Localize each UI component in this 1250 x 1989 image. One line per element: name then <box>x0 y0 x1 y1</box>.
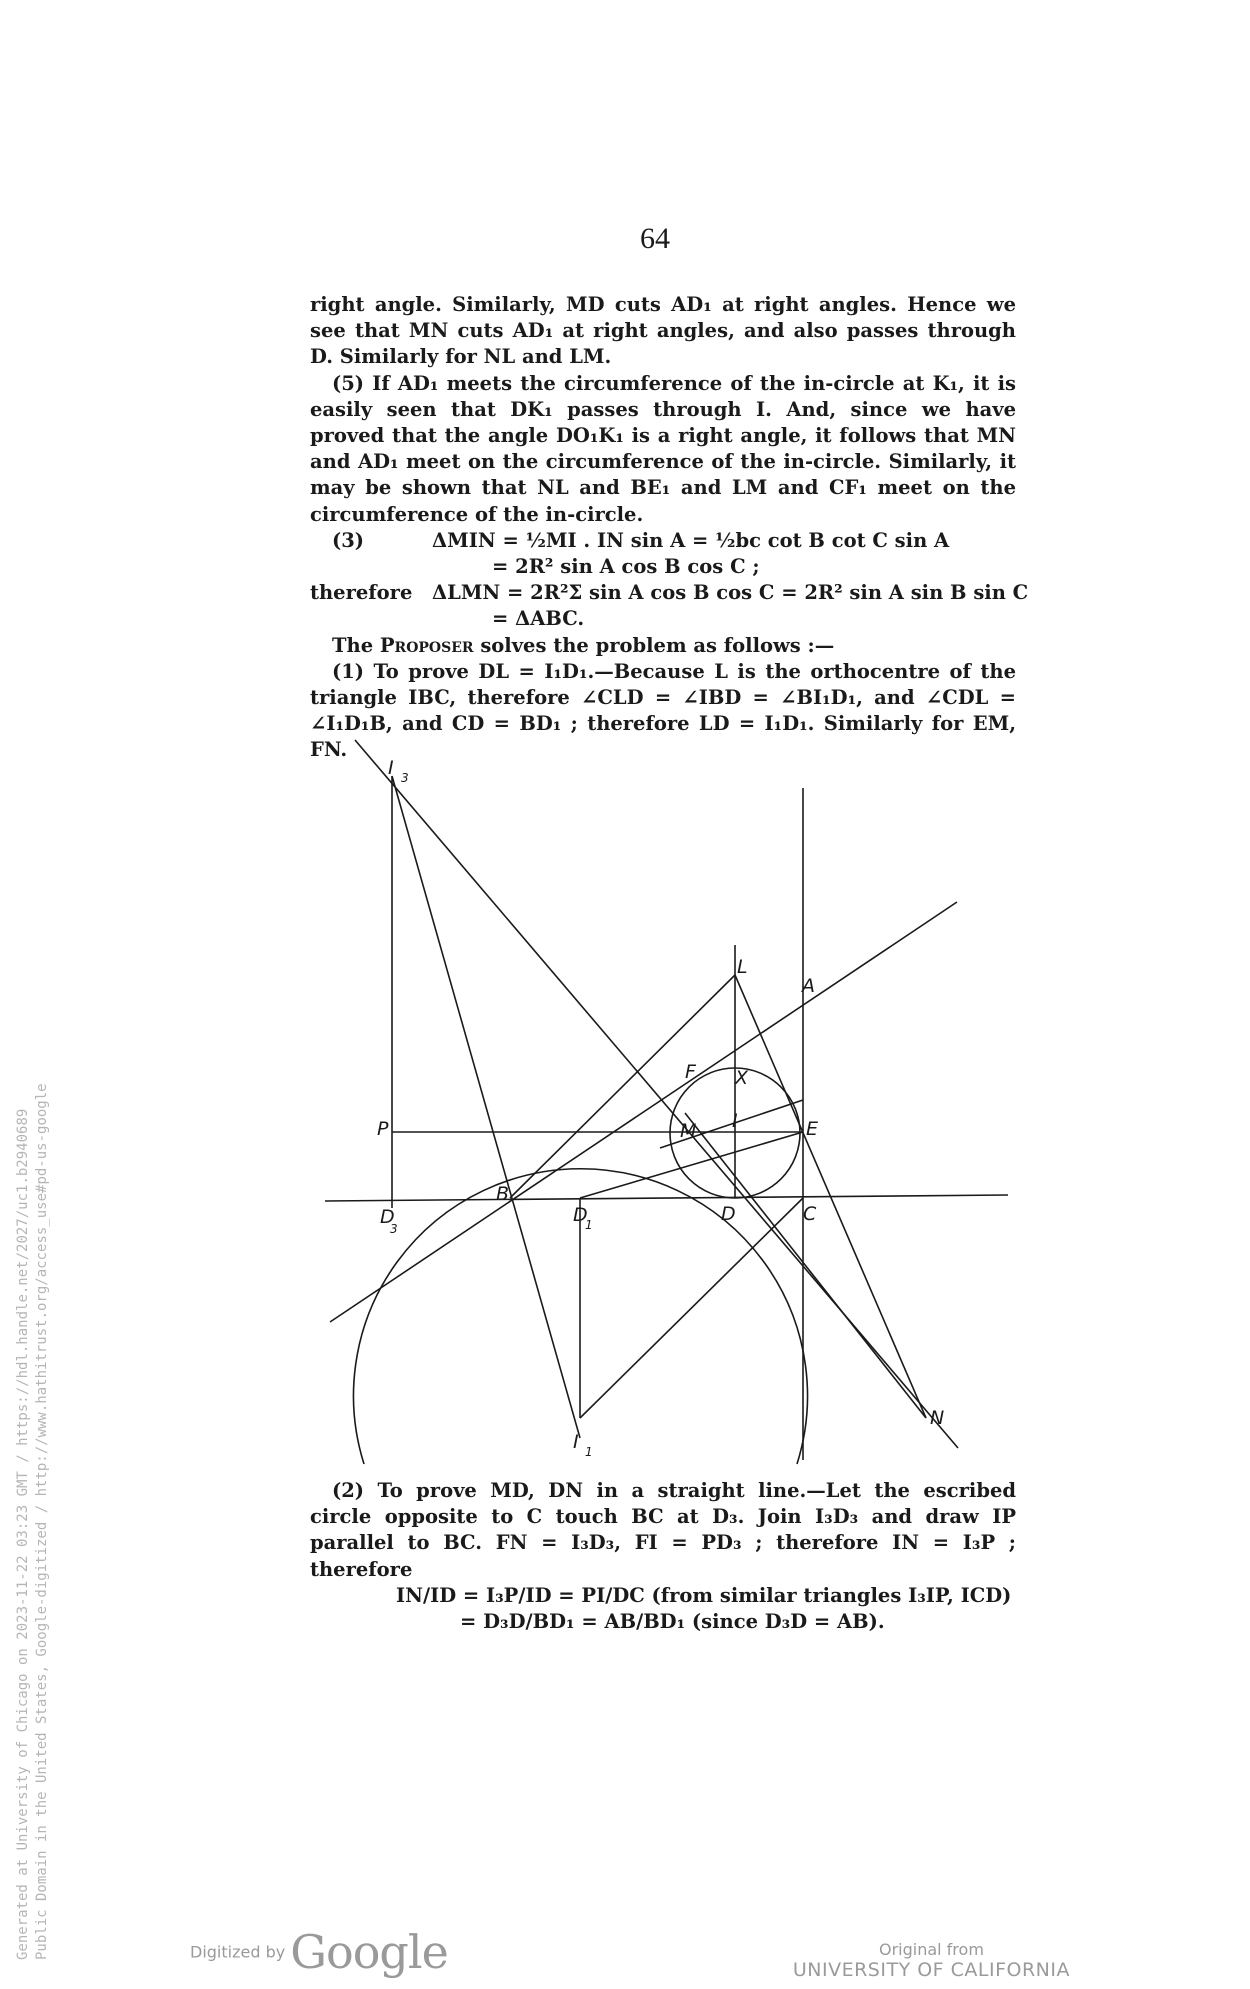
paragraph-proof-2 <box>310 1478 1016 1583</box>
label-d1: D <box>573 1204 588 1226</box>
university-name: UNIVERSITY OF CALIFORNIA <box>792 1959 1070 1981</box>
text-line: the circumference of the in-circle. Similarly, it may be shown that <box>310 450 1016 500</box>
equation-row <box>310 1583 1016 1609</box>
line-b-l <box>510 975 735 1198</box>
label-b: B <box>496 1183 510 1205</box>
original-from-mark <box>793 1940 1070 1981</box>
label-x: X <box>735 1067 749 1089</box>
label-n: N <box>930 1407 945 1429</box>
text-line: (2) To prove MD, DN in a straight line.—Let the escribed circle <box>310 1479 1016 1529</box>
label-d3: D <box>380 1206 395 1228</box>
line-i3-i1 <box>392 776 580 1438</box>
equation-row <box>310 1609 1016 1635</box>
equation: = D₃D/BD₁ = AB/BD₁ (since D₃D = AB). <box>460 1610 885 1633</box>
watermark-line: Generated at University of Chicago on 2023-11-22 03:23 GMT / https://hdl.handle.net/2027/uc1.b2940689 <box>15 1108 31 1960</box>
label-i3-subscript: 3 <box>401 771 409 785</box>
equation: ΔLMN = 2R²Σ sin A cos B cos C = 2R² sin A sin B sin C <box>432 581 1029 605</box>
google-logo: Google <box>290 1925 448 1979</box>
label-f: F <box>685 1061 696 1083</box>
label-i1-subscript: 1 <box>585 1445 593 1459</box>
label-l: L <box>737 956 748 978</box>
text-line: (5) If AD₁ meets the circumference of the in-circle at K₁, it is easily <box>310 371 1016 421</box>
line-i1-c <box>580 1198 803 1418</box>
equation: = ΔABC. <box>492 607 585 631</box>
line-tangent <box>330 902 957 1322</box>
lower-text <box>310 1478 1016 1635</box>
equation-label: (3) <box>332 528 365 552</box>
digitized-by-text: Digitized by <box>190 1942 286 1962</box>
equation: IN/ID = I₃P/ID = PI/DC (from similar triangles I₃IP, ICD) <box>396 1583 1012 1607</box>
google-digitized-mark <box>190 1925 448 1979</box>
label-i: I <box>732 1110 738 1132</box>
equation: = 2R² sin A cos B cos C ; <box>492 555 760 579</box>
text-line: IBC, therefore ∠CLD = ∠IBD = ∠BI₁D₁, and ∠CDL = ∠I₁D₁B, and <box>310 685 1016 736</box>
text-line: solves the problem as follows :— <box>473 633 835 657</box>
label-d3-subscript: 3 <box>390 1222 398 1236</box>
label-d: D <box>721 1203 736 1225</box>
text-line: that MN cuts AD₁ at right angles, and also passes through D. Similarly <box>310 319 1016 369</box>
hathitrust-watermark <box>14 1083 52 1960</box>
label-p: P <box>377 1118 389 1140</box>
label-e: E <box>806 1118 819 1140</box>
original-from-text: Original from <box>878 1940 984 1959</box>
label-i3: I <box>388 757 394 779</box>
label-d1-subscript: 1 <box>585 1218 593 1232</box>
proposer-word: Proposer <box>379 633 474 657</box>
text-line: for NL and LM. <box>445 345 612 369</box>
text-line: CD = BD₁ ; therefore LD = I₁D₁. Similarly for EM, FN. <box>310 712 1016 762</box>
text-line: seen that DK₁ passes through I. And, since we have proved that <box>310 397 1016 448</box>
text-line: opposite to C touch BC at D₃. Join I₃D₃ and draw IP parallel to BC. <box>310 1505 1016 1555</box>
line-bc <box>325 1195 1008 1201</box>
text-line: FN = I₃D₃, FI = PD₃ ; therefore IN = I₃P ; therefore <box>310 1531 1016 1581</box>
equation: ΔMIN = ½MI . IN sin A = ½bc cot B cot C sin A <box>432 528 950 552</box>
equation-label: therefore <box>310 581 413 605</box>
label-m: M <box>680 1120 697 1142</box>
label-a: A <box>802 975 815 997</box>
text-line: right angle. Similarly, MD cuts AD₁ at right angles. Hence we see <box>310 293 1016 343</box>
text-line: the angle DO₁K₁ is a right angle, it follows that MN and AD₁ meet on <box>310 424 1016 474</box>
text-line: (1) To prove DL = I₁D₁.—Because L is the orthocentre of the triangle <box>310 659 1016 709</box>
label-c: C <box>803 1203 817 1225</box>
page-number: 64 <box>640 222 670 255</box>
text-line: The <box>332 633 380 657</box>
text-line: NL and BE₁ and LM and CF₁ meet on the circumference of the in-circle. <box>310 476 1016 526</box>
figure-labels <box>377 757 944 1459</box>
label-i1: I <box>573 1431 579 1453</box>
watermark-line: Public Domain in the United States, Google-digitized / http://www.hathitrust.org/access_use#pd-us-google <box>34 1083 50 1960</box>
figure-lines <box>325 740 1008 1464</box>
